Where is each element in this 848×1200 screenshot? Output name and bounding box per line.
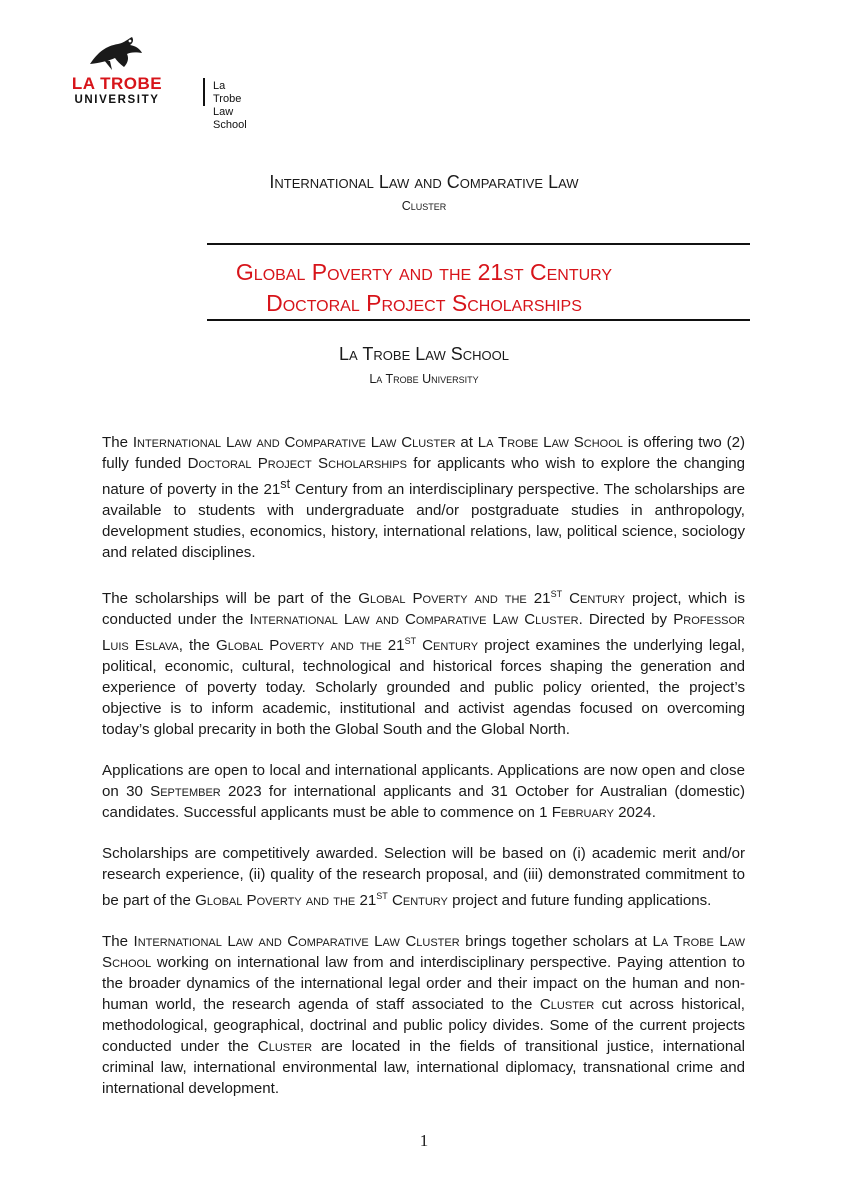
eagle-emblem-icon bbox=[84, 34, 144, 72]
page-number: 1 bbox=[419, 1131, 429, 1150]
cluster-name: International Law and Comparative Law Cluster bbox=[132, 434, 456, 451]
logo-name-line2: UNIVERSITY bbox=[74, 94, 160, 106]
paragraph-applications: Applications are open to local and international applicants. Applications are now open and close on 30 September 2023 for international applicants and 31 October for Australian (domestic) candidates. Successful applicants must be able to commence on 1 February 2024. bbox=[102, 762, 745, 822]
university-heading: La Trobe University bbox=[369, 372, 479, 386]
university-wordmark bbox=[52, 75, 182, 107]
director-name: Professor Luis Eslava bbox=[102, 611, 746, 655]
university-logo bbox=[52, 34, 247, 131]
international-deadline: 30 September 2023 bbox=[126, 783, 262, 801]
paragraph-intro: The International Law and Comparative Law Cluster at La Trobe Law School is offering two (2) fully funded Doctoral Project Scholarships for applicants who wish to explore the changing nature of poverty in the 21st Century from an interdisciplinary perspective. The scholarships are available to students with undergraduate and/or postgraduate studies in anthropology, development studies, economics, history, international relations, law, political science, sociology and related disciplines. bbox=[102, 434, 746, 562]
cluster-subheading: Cluster bbox=[401, 199, 447, 213]
logo-school-name bbox=[213, 80, 247, 132]
title-rule-top bbox=[207, 243, 750, 245]
logo-name-line1: LA TROBE bbox=[71, 74, 163, 93]
school-heading: La Trobe Law School bbox=[339, 344, 509, 364]
project-name: Global Poverty and the 21st Century bbox=[216, 633, 479, 655]
school-name: La Trobe Law School bbox=[477, 434, 623, 451]
cluster-heading: International Law and Comparative Law bbox=[269, 172, 579, 192]
logo-divider bbox=[203, 78, 205, 106]
logo-school-line1: La Trobe bbox=[213, 80, 242, 105]
paragraph-project: The scholarships will be part of the Global Poverty and the 21st Century project, which is conducted under the International Law and Comparative Law Cluster. Directed by Professor Luis Eslava, the Global Poverty and the 21st Century project examines the underlying legal, political, economic, cultural, technological and historical forces shaping the generation and experience of poverty today. Scholarly grounded and public policy oriented, the project’s objective is to inform academic, institutional and activist agendas focused on overcoming today’s global precarity in both the Global South and the Global North. bbox=[102, 586, 746, 739]
logo-school-line2: Law School bbox=[213, 106, 247, 131]
start-date: 1 February 2024 bbox=[539, 804, 652, 822]
title-line-2: Doctoral Project Scholarships bbox=[266, 290, 582, 316]
scholarships-name: Doctoral Project Scholarships bbox=[187, 455, 407, 472]
title-line-1: Global Poverty and the 21st Century bbox=[235, 259, 613, 285]
document-body bbox=[102, 432, 745, 1119]
school-name: La Trobe Law School bbox=[102, 933, 746, 972]
title-rule-bottom bbox=[207, 319, 750, 321]
project-name: Global Poverty and the 21st Century bbox=[195, 888, 448, 910]
project-name: Global Poverty and the 21st Century bbox=[358, 586, 626, 608]
cluster-short: Cluster bbox=[257, 1038, 313, 1056]
cluster-name: International Law and Comparative Law Cluster bbox=[133, 933, 460, 951]
cluster-short: Cluster bbox=[539, 996, 595, 1014]
paragraph-selection: Scholarships are competitively awarded. Selection will be based on (i) academic merit and/or research experience, (ii) quality of the research proposal, and (iii) demonstrated commitment to be part of the Global Poverty and the 21st Century project and future funding applications. bbox=[102, 845, 745, 910]
paragraph-cluster: The International Law and Comparative Law Cluster brings together scholars at La Trobe Law School working on international law from and interdisciplinary perspective. Paying attention to the broader dynamics of the international legal order and their impact on the human and non-human world, the research agenda of staff associated to the Cluster cut across historical, methodological, geographical, doctrinal and public policy divides. Some of the current projects conducted under the Cluster are located in the fields of transitional justice, international criminal law, international environmental law, international diplomacy, transnational crime and international development. bbox=[102, 933, 746, 1098]
cluster-name: International Law and Comparative Law Cluster bbox=[249, 611, 579, 629]
